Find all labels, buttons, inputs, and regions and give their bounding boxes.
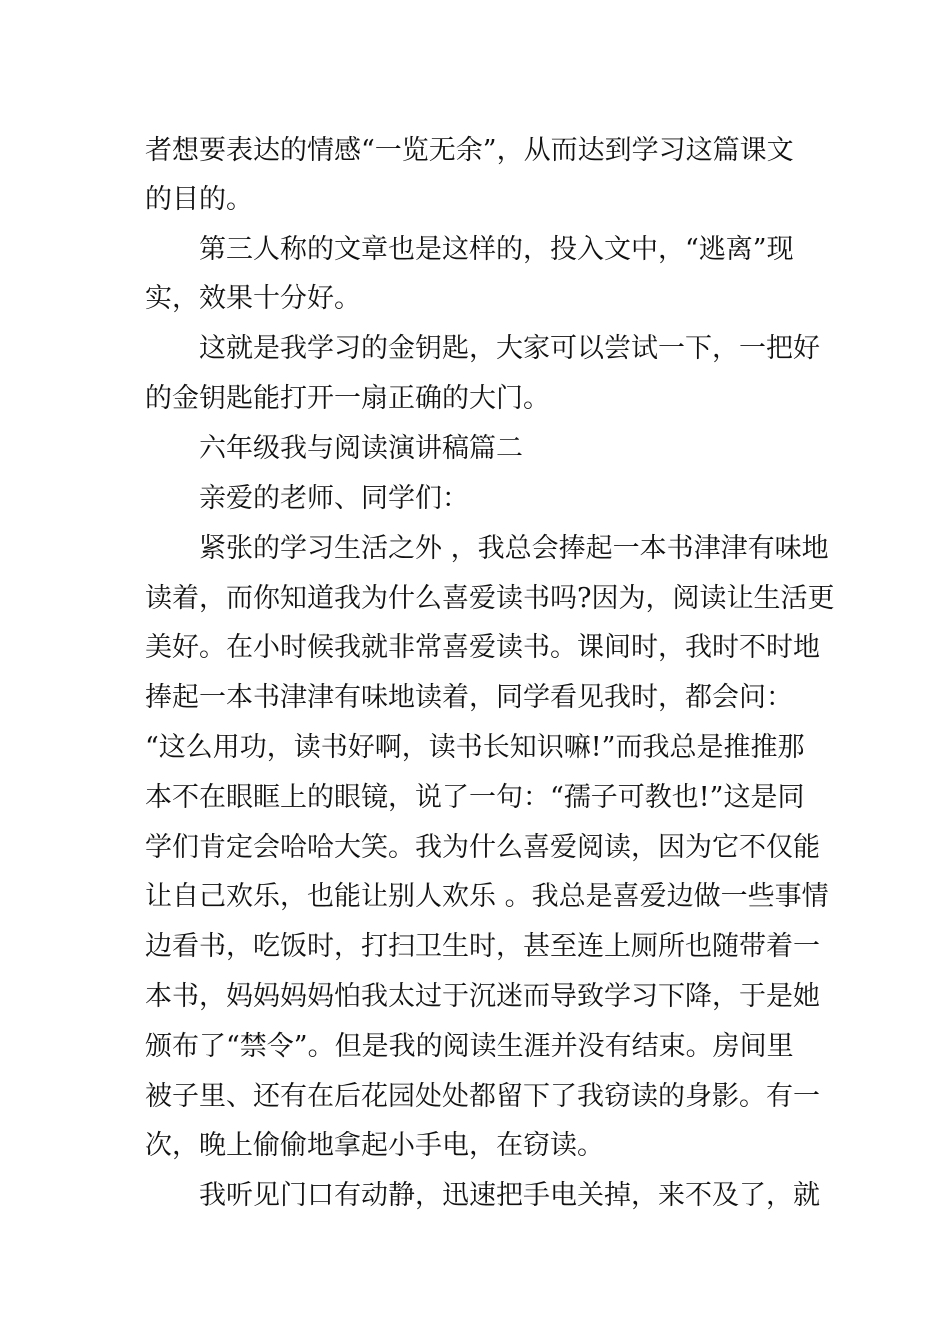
text-line: 本不在眼眶上的眼镜，说了一句：“孺子可教也!”这是同 <box>145 782 805 813</box>
text-line: 紧张的学习生活之外 ，我总会捧起一本书津津有味地 <box>199 533 829 564</box>
text-line: 我听见门口有动静，迅速把手电关掉，来不及了，就 <box>199 1180 820 1211</box>
text-line: 颁布了“禁令”。但是我的阅读生涯并没有结束。房间里 <box>145 1031 794 1062</box>
salutation: 亲爱的老师、同学们： <box>199 483 469 514</box>
text-line: 本书，妈妈妈妈怕我太过于沉迷而导致学习下降，于是她 <box>145 981 820 1012</box>
text-line: 边看书，吃饭时，打扫卫生时，甚至连上厕所也随带着一 <box>145 931 820 962</box>
text-line: 被子里、还有在后花园处处都留下了我窃读的身影。有一 <box>145 1081 820 1112</box>
text-line: 学们肯定会哈哈大笑。我为什么喜爱阅读，因为它不仅能 <box>145 832 820 863</box>
text-line: 捧起一本书津津有味地读着，同学看见我时，都会问： <box>145 682 793 713</box>
text-line: 美好。在小时候我就非常喜爱读书。课间时，我时不时地 <box>145 632 820 663</box>
text-line: 实，效果十分好。 <box>145 283 361 314</box>
text-line: “这么用功，读书好啊，读书长知识嘛!”而我总是推推那 <box>145 732 805 763</box>
text-line: 让自己欢乐，也能让别人欢乐 。我总是喜爱边做一些事情 <box>145 881 829 912</box>
text-line: 的金钥匙能打开一扇正确的大门。 <box>145 383 550 414</box>
text-line: 读着，而你知道我为什么喜爱读书吗?因为，阅读让生活更 <box>145 583 835 614</box>
text-line: 第三人称的文章也是这样的，投入文中，“逃离”现 <box>199 234 794 265</box>
text-line: 者想要表达的情感“一览无余”，从而达到学习这篇课文 <box>145 135 794 166</box>
text-line: 次，晚上偷偷地拿起小手电，在窃读。 <box>145 1130 604 1161</box>
text-line: 的目的。 <box>145 184 253 215</box>
section-heading: 六年级我与阅读演讲稿篇二 <box>199 433 523 464</box>
text-line: 这就是我学习的金钥匙，大家可以尝试一下，一把好 <box>199 333 820 364</box>
